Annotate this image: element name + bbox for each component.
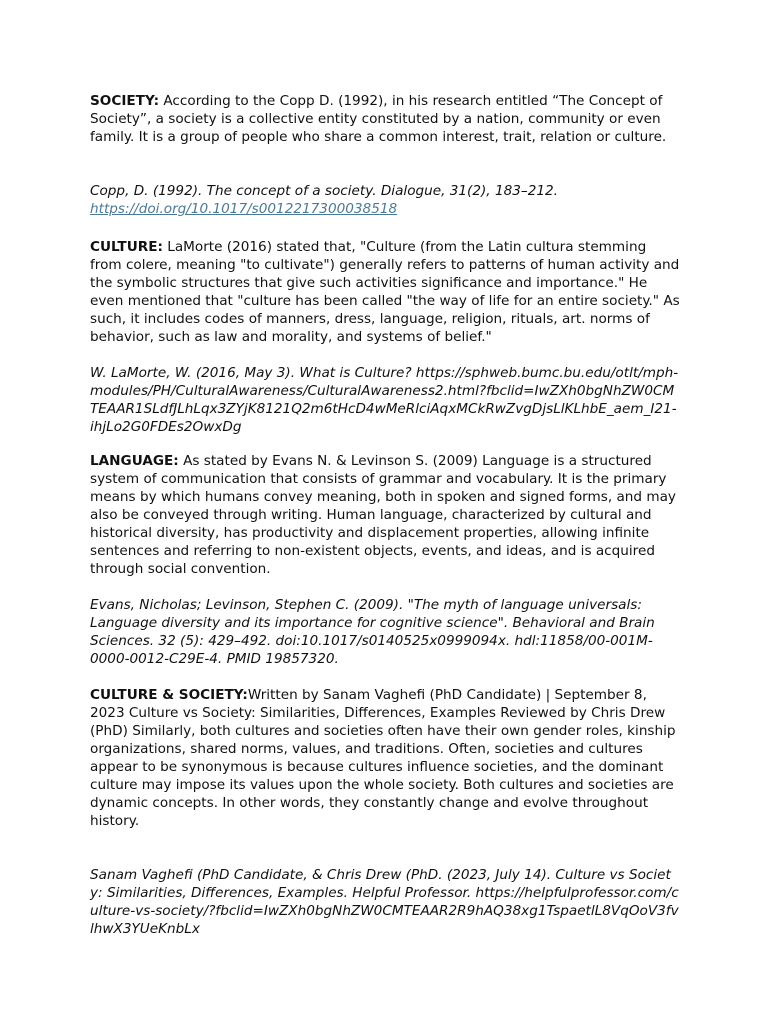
culture-society-paragraph [90,686,680,830]
language-citation: Evans, Nicholas; Levinson, Stephen C. (2009). "The myth of language universals: Language diversity and its importance for cognitive science". Behavioral and Brain Sciences. 32 (5): 429–492. doi:10.1017/s0140525x0999094x. hdl:11858/00-001M-0000-0012-C29E-4. PMID 19857320. [90,597,655,667]
society-paragraph [90,92,680,146]
culture-society-term: CULTURE & SOCIETY: [90,687,248,703]
society-text: According to the Copp D. (1992), in his research entitled “The Concept of Society”, a society is a collective entity constituted by a nation, community or even family. It is a group of people who share a common interest, trait, relation or culture. [90,93,667,145]
language-term: LANGUAGE: [90,453,179,469]
culture-term: CULTURE: [90,239,163,255]
language-text: As stated by Evans N. & Levinson S. (2009) Language is a structured system of communication that consists of grammar and vocabulary. It is the primary means by which humans convey meaning, both in spoken and signed forms, and may also be conveyed through writing. Human language, characterized by cultural and historical diversity, has productivity and displacement properties, allowing infinite sentences and referring to non-existent objects, events, and ideas, and is acquired through social convention. [90,453,676,577]
culture-text: LaMorte (2016) stated that, "Culture (from the Latin cultura stemming from colere, meaning "to cultivate") generally refers to patterns of human activity and the symbolic structures that give such activities significance and importance." He even mentioned that "culture has been called "the way of life for an entire society." As such, it includes codes of manners, dress, language, religion, rituals, art. norms of behavior, such as law and morality, and systems of belief." [90,239,680,345]
culture-society-text: Written by Sanam Vaghefi (PhD Candidate) | September 8, 2023 Culture vs Society: Similarities, Differences, Examples Reviewed by Chris Drew (PhD) Similarly, both cultures and societies often have their own gender roles, kinship organizations, shared norms, values, and traditions. Often, societies and cultures appear to be synonymous is because cultures influence societies, and the dominant culture may impose its values upon the whole society. Both cultures and societies are dynamic concepts. In other words, they constantly change and evolve throughout history. [90,687,676,829]
culture-citation: W. LaMorte, W. (2016, May 3). What is Culture? https://sphweb.bumc.bu.edu/otlt/mph-modules/PH/CulturalAwareness/CulturalAwareness2.html?fbclid=IwZXh0bgNhZW0CMTEAAR1SLdfJLhLqx3ZYjK8121Q2m6tHcD4wMeRlciAqxMCkRwZvgDjsLlKLhbE_aem_I21-ihjLo2G0FDEs2OwxDg [90,365,679,435]
culture-paragraph [90,238,680,346]
society-link-line [90,200,680,218]
society-citation: Copp, D. (1992). The concept of a society. Dialogue, 31(2), 183–212. [90,183,558,199]
culture-society-citation: Sanam Vaghefi (PhD Candidate, & Chris Drew (PhD. (2023, July 14). Culture vs Society: Similarities, Differences, Examples. Helpful Professor. https://helpfulprofessor.com/culture-vs-society/?fbclid=IwZXh0bgNhZW0CMTEAAR2R9hAQ38xg1TspaetlL8VqOoV3fvlhwX3YUeKnbLx [90,867,679,937]
language-paragraph [90,452,680,578]
society-doi-link[interactable]: https://doi.org/10.1017/s0012217300038518 [90,201,398,217]
document-page [90,92,680,938]
society-term: SOCIETY: [90,93,160,109]
